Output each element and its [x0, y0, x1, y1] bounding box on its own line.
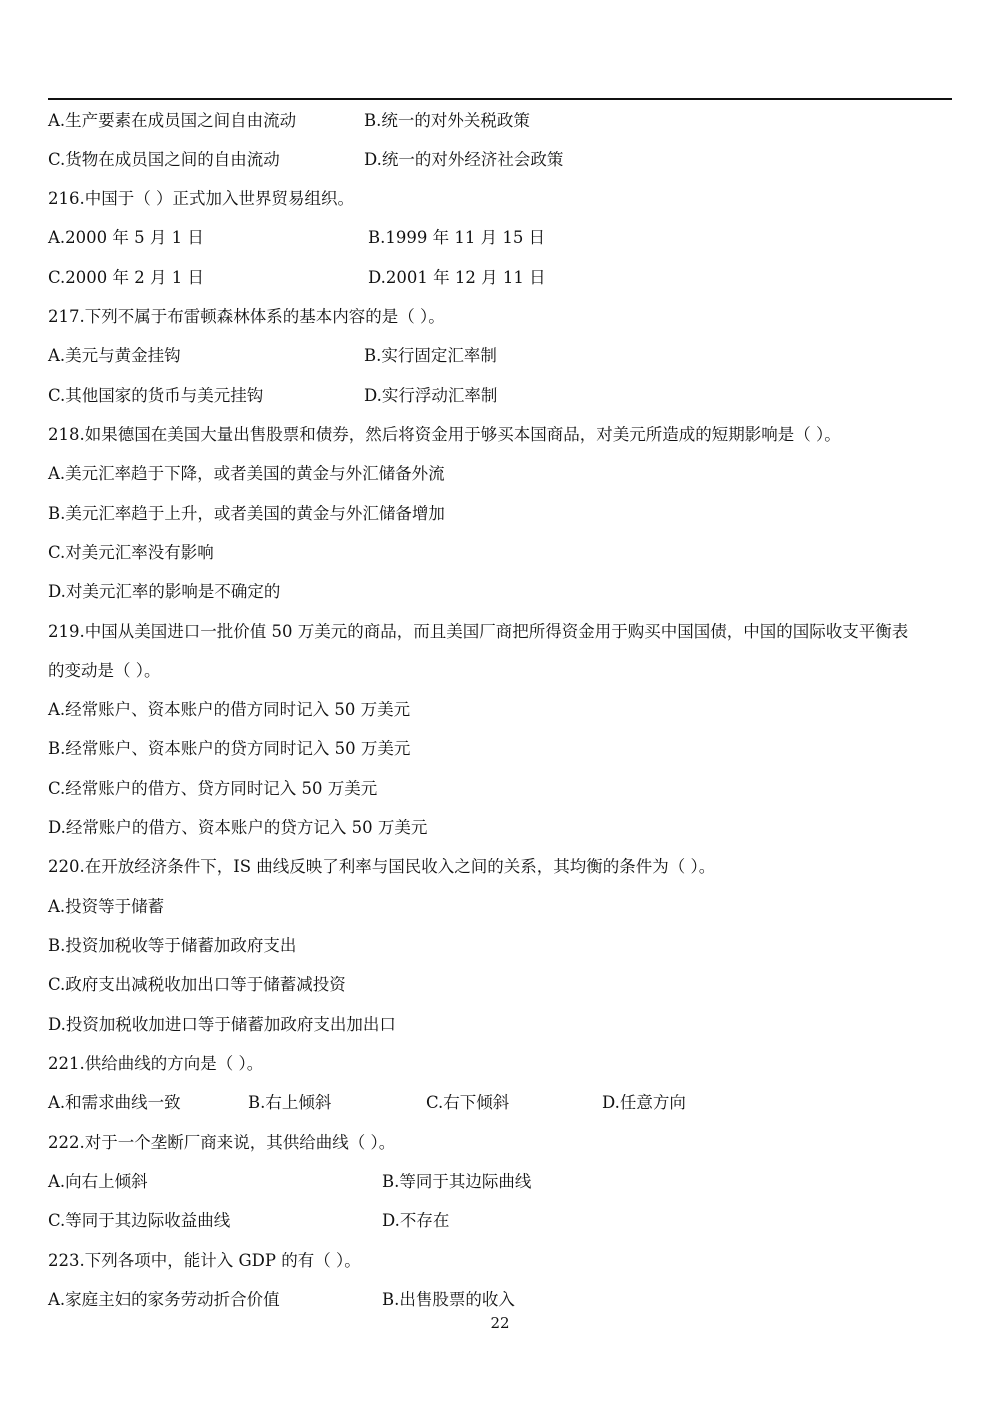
- q215-option-d: D.统一的对外经济社会政策: [364, 150, 564, 169]
- q218-option-c: C.对美元汇率没有影响: [48, 543, 214, 562]
- q216-option-a: A.2000 年 5 月 1 日: [48, 228, 204, 247]
- q215-option-c: C.货物在成员国之间的自由流动: [48, 150, 280, 169]
- q221-option-d: D.任意方向: [602, 1093, 686, 1112]
- q220-option-c: C.政府支出减税收加出口等于储蓄减投资: [48, 975, 346, 994]
- q218-option-d: D.对美元汇率的影响是不确定的: [48, 582, 281, 601]
- q222-option-c: C.等同于其边际收益曲线: [48, 1211, 231, 1230]
- q217-option-b: B.实行固定汇率制: [364, 346, 497, 365]
- q220-option-a: A.投资等于储蓄: [48, 897, 165, 916]
- q217-stem: 217.下列不属于布雷顿森林体系的基本内容的是（ ）。: [48, 307, 445, 326]
- q217-option-c: C.其他国家的货币与美元挂钩: [48, 386, 264, 405]
- q223-option-b: B.出售股票的收入: [382, 1290, 515, 1309]
- q219-option-a: A.经常账户、资本账户的借方同时记入 50 万美元: [48, 700, 411, 719]
- q215-option-b: B.统一的对外关税政策: [364, 111, 530, 130]
- q219-option-b: B.经常账户、资本账户的贷方同时记入 50 万美元: [48, 739, 411, 758]
- q222-option-b: B.等同于其边际曲线: [382, 1172, 532, 1191]
- q223-option-a: A.家庭主妇的家务劳动折合价值: [48, 1290, 280, 1309]
- q223-stem: 223.下列各项中，能计入 GDP 的有（ ）。: [48, 1251, 361, 1270]
- q220-option-b: B.投资加税收等于储蓄加政府支出: [48, 936, 297, 955]
- q216-stem: 216.中国于（ ）正式加入世界贸易组织。: [48, 189, 354, 208]
- q219-stem-line-2: 的变动是（ ）。: [48, 661, 161, 680]
- q222-option-a: A.向右上倾斜: [48, 1172, 148, 1191]
- page-number: 22: [490, 1314, 510, 1332]
- q215-option-a: A.生产要素在成员国之间自由流动: [48, 111, 297, 130]
- q221-option-a: A.和需求曲线一致: [48, 1093, 181, 1112]
- q218-option-b: B.美元汇率趋于上升，或者美国的黄金与外汇储备增加: [48, 504, 445, 523]
- q216-option-b: B.1999 年 11 月 15 日: [368, 228, 546, 247]
- q218-stem: 218.如果德国在美国大量出售股票和债券，然后将资金用于够买本国商品，对美元所造成的短期影响是（ ）。: [48, 425, 841, 444]
- header-rule: [48, 98, 952, 100]
- q221-stem: 221.供给曲线的方向是（ ）。: [48, 1054, 264, 1073]
- q221-option-c: C.右下倾斜: [426, 1093, 510, 1112]
- q218-option-a: A.美元汇率趋于下降，或者美国的黄金与外汇储备外流: [48, 464, 445, 483]
- q216-option-c: C.2000 年 2 月 1 日: [48, 268, 204, 287]
- q219-stem-line-1: 219.中国从美国进口一批价值 50 万美元的商品，而且美国厂商把所得资金用于购买中国国债，中国的国际收支平衡表: [48, 622, 909, 641]
- q221-option-b: B.右上倾斜: [248, 1093, 332, 1112]
- q220-option-d: D.投资加税收加进口等于储蓄加政府支出加出口: [48, 1015, 396, 1034]
- q219-option-d: D.经常账户的借方、资本账户的贷方记入 50 万美元: [48, 818, 428, 837]
- q216-option-d: D.2001 年 12 月 11 日: [368, 268, 546, 287]
- q219-option-c: C.经常账户的借方、贷方同时记入 50 万美元: [48, 779, 378, 798]
- q222-option-d: D.不存在: [382, 1211, 450, 1230]
- q222-stem: 222.对于一个垄断厂商来说，其供给曲线（ ）。: [48, 1133, 396, 1152]
- q217-option-d: D.实行浮动汇率制: [364, 386, 498, 405]
- q217-option-a: A.美元与黄金挂钩: [48, 346, 181, 365]
- q220-stem: 220.在开放经济条件下，IS 曲线反映了利率与国民收入之间的关系，其均衡的条件为（ ）。: [48, 857, 716, 876]
